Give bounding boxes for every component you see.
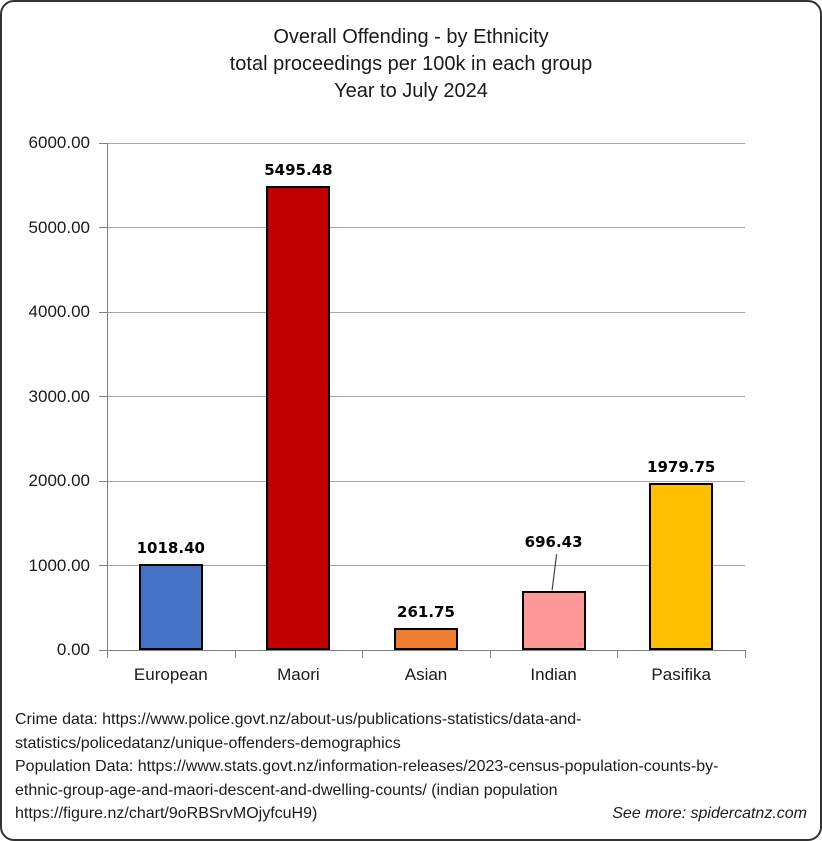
x-axis-label-pasifika: Pasifika (651, 665, 711, 684)
y-axis-tick (99, 143, 107, 144)
bar-value-label-maori: 5495.48 (264, 160, 333, 179)
bar-maori (266, 186, 330, 650)
y-axis-line (107, 143, 108, 650)
bar-value-label-indian: 696.43 (524, 533, 583, 552)
x-axis-tick (235, 650, 236, 658)
x-axis-tick (490, 650, 491, 658)
x-axis-label-asian: Asian (404, 665, 448, 684)
gridline-2000 (107, 481, 745, 482)
bar-value-label-european: 1018.40 (136, 538, 205, 557)
y-axis-tick (99, 312, 107, 313)
gridline-5000 (107, 227, 745, 228)
y-axis-tick-label: 5000.00 (28, 217, 90, 237)
y-axis-tick-label: 3000.00 (28, 386, 90, 406)
y-axis-tick-label: 4000.00 (28, 302, 90, 321)
x-axis-label-european: European (133, 665, 208, 684)
y-axis-tick-label: 2000.00 (28, 471, 90, 490)
chart-subtitle: total proceedings per 100k in each group (229, 53, 593, 75)
y-axis-tick-label: 1000.00 (28, 555, 90, 575)
crime-data-source-line-2: statistics/policedatanz/unique-offenders-demographics (15, 734, 401, 752)
population-data-source-line-1: Population Data: https://www.stats.govt.nz/information-releases/2023-census-population-counts-by- (15, 758, 719, 775)
population-data-source-line-3 (15, 802, 807, 826)
y-axis-tick-label: 6000.00 (28, 133, 90, 152)
bar-value-label-asian: 261.75 (397, 602, 455, 621)
y-axis-tick-label: 0.00 (56, 640, 90, 659)
x-axis-tick (745, 650, 746, 658)
bar-asian (394, 628, 458, 650)
gridline-6000 (107, 143, 745, 144)
chart-title-block (2, 24, 820, 105)
crime-data-source-line-1: Crime data: https://www.police.govt.nz/about-us/publications-statistics/data-and- (15, 711, 582, 728)
chart-period: Year to July 2024 (334, 80, 488, 102)
x-axis-tick (362, 650, 363, 658)
gridline-4000 (107, 312, 745, 313)
population-data-source-line-2: ethnic-group-age-and-maori-descent-and-dwelling-counts/ (indian population (15, 781, 558, 799)
bar-pasifika (649, 483, 713, 650)
y-axis-tick (99, 481, 107, 482)
bar-indian (522, 591, 586, 650)
see-more-credit: See more: spidercatnz.com (612, 805, 807, 822)
y-axis-tick (99, 650, 107, 651)
bar-european (139, 564, 203, 650)
callout-leader-line (552, 554, 557, 590)
x-axis-tick (107, 650, 108, 658)
x-axis-tick (617, 650, 618, 658)
chart-title: Overall Offending - by Ethnicity (273, 26, 549, 48)
x-axis-label-maori: Maori (277, 665, 320, 684)
bar-value-label-pasifika: 1979.75 (647, 457, 716, 476)
source-footer (15, 708, 807, 826)
y-axis-tick (99, 227, 107, 228)
gridline-3000 (107, 396, 745, 397)
y-axis-tick (99, 565, 107, 566)
x-axis-label-indian: Indian (530, 665, 577, 684)
y-axis-tick (99, 396, 107, 397)
figure-nz-link-text: https://figure.nz/chart/9oRBSrvMOjyfcuH9) (15, 805, 318, 822)
